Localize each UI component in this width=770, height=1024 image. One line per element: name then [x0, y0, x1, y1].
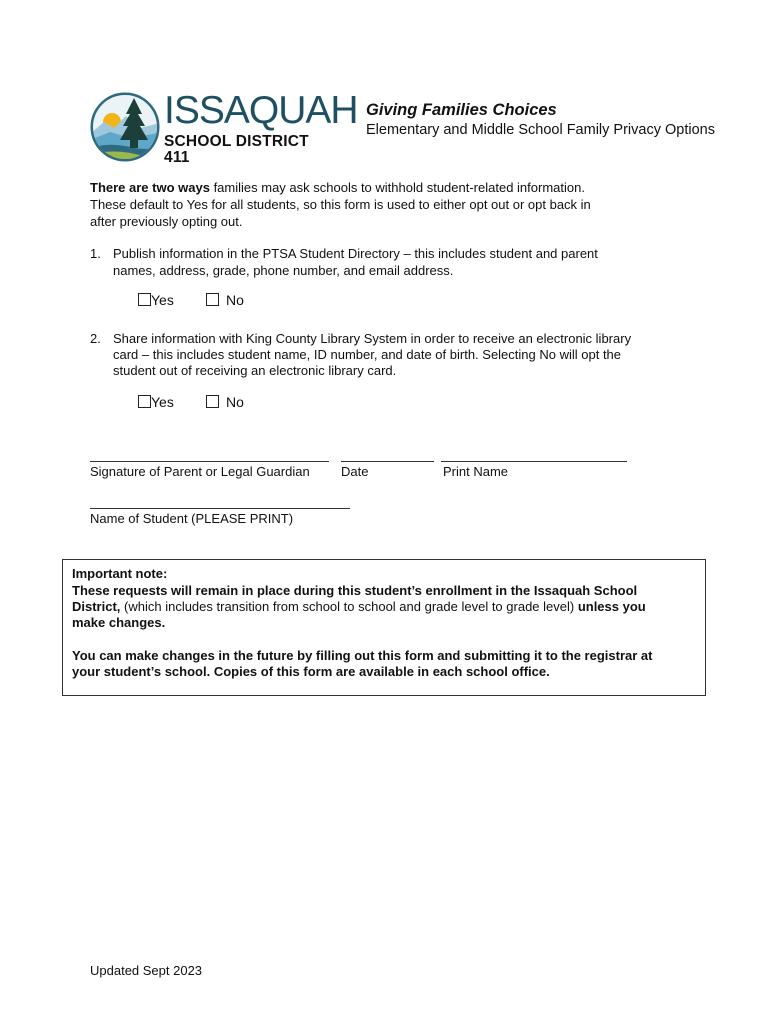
logo-emblem-icon [90, 92, 164, 162]
note-heading: Important note: [72, 566, 168, 581]
item-1-yes-option[interactable] [138, 292, 174, 308]
intro-line-1 [90, 179, 585, 196]
form-title: Giving Families Choices [366, 101, 557, 119]
item-1-line-2: names, address, grade, phone number, and email address. [113, 263, 454, 278]
date-label: Date [341, 464, 369, 479]
signature-label: Signature of Parent or Legal Guardian [90, 464, 310, 479]
item-1-yes-checkbox[interactable] [138, 293, 151, 306]
item-2-line-2: card – this includes student name, ID number, and date of birth. Selecting No will opt the [113, 347, 622, 362]
note-p1-line-2 [72, 598, 646, 615]
student-name-line[interactable] [90, 508, 350, 509]
item-1-no-checkbox[interactable] [206, 293, 219, 306]
intro-line-1-rest: families may ask schools to withhold student-related information. [209, 180, 585, 195]
item-1-no-label: No [226, 292, 244, 308]
form-subtitle: Elementary and Middle School Family Privacy Options [366, 122, 715, 138]
print-name-line[interactable] [441, 461, 627, 462]
item-2-no-checkbox[interactable] [206, 395, 219, 408]
item-1-yes-label: Yes [151, 292, 174, 308]
item-2-yes-label: Yes [151, 394, 174, 410]
intro-lead: There are two ways [90, 180, 210, 195]
item-2-line-1: Share information with King County Library System in order to receive an electronic library [113, 331, 632, 346]
signature-line[interactable] [90, 461, 329, 462]
district-logo [90, 89, 358, 166]
item-2-yes-option[interactable] [138, 394, 174, 410]
note-unless-bold: unless you [577, 599, 646, 614]
note-p1-line-1: These requests will remain in place during this student’s enrollment in the Issaquah School [72, 583, 638, 598]
note-p2-line-2: your student’s school. Copies of this form are available in each school office. [72, 664, 550, 679]
note-district-bold: District, [72, 599, 121, 614]
updated-date: Updated Sept 2023 [90, 963, 203, 978]
student-name-label: Name of Student (PLEASE PRINT) [90, 511, 294, 526]
item-2-no-label: No [226, 394, 244, 410]
note-p2-line-1: You can make changes in the future by filling out this form and submitting it to the registrar at [72, 648, 653, 663]
item-1-no-option[interactable] [206, 292, 244, 308]
item-2-number: 2. [90, 331, 101, 346]
intro-line-2: These default to Yes for all students, so this form is used to either opt out or opt back in [90, 197, 591, 212]
item-1-line-1: Publish information in the PTSA Student Directory – this includes student and parent [113, 246, 598, 261]
logo-district-name: SCHOOL DISTRICT 411 [164, 133, 309, 166]
date-line[interactable] [341, 461, 434, 462]
note-p1-line-3: make changes. [72, 615, 166, 630]
logo-wordmark: ISSAQUAH [164, 89, 358, 132]
item-1-number: 1. [90, 246, 101, 261]
item-2-yes-checkbox[interactable] [138, 395, 151, 408]
print-name-label: Print Name [443, 464, 509, 479]
item-2-no-option[interactable] [206, 394, 244, 410]
item-2-line-3: student out of receiving an electronic library card. [113, 363, 397, 378]
intro-line-3: after previously opting out. [90, 214, 243, 229]
note-p1-line-2-normal: (which includes transition from school to school and grade level to grade level) [120, 599, 578, 614]
